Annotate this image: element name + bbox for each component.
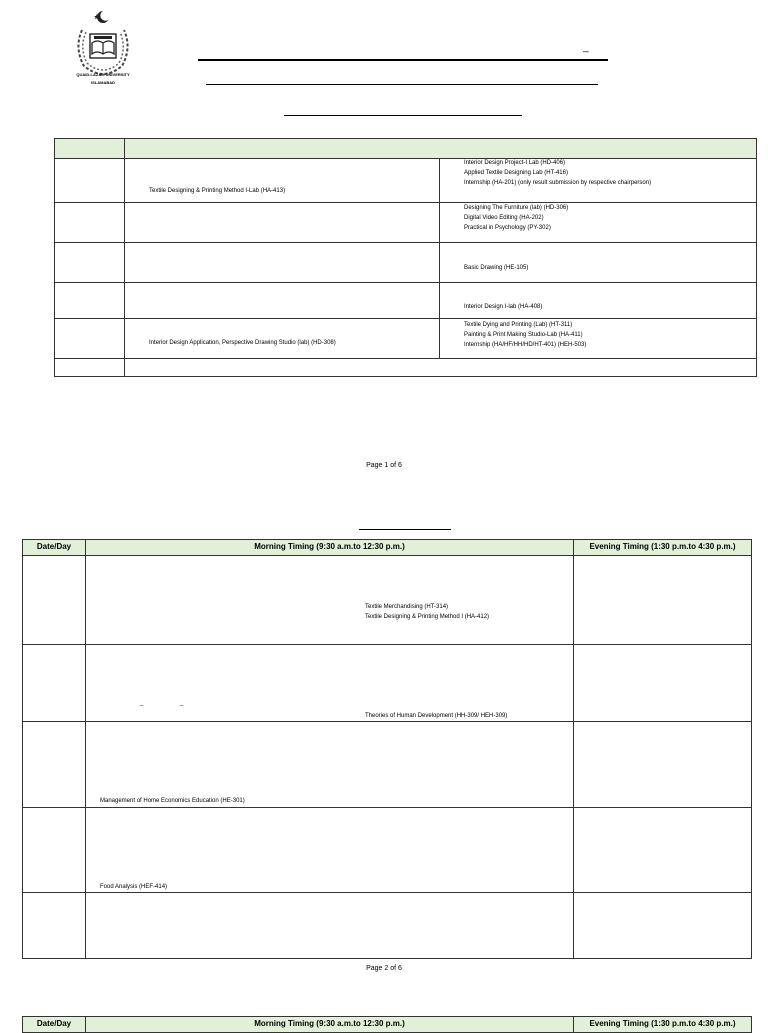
exam-entry: Textile Dying and Printing (Lab) (HT-311) xyxy=(464,322,573,328)
header-cell-timing xyxy=(125,139,757,159)
table-header-row xyxy=(23,540,752,556)
page-number: Page 1 of 6 xyxy=(366,462,402,469)
title-underline-2 xyxy=(206,84,598,85)
title-underline-1 xyxy=(198,59,608,61)
exam-entry: Management of Home Economics Education (HE-301) xyxy=(100,798,245,804)
page-number: Page 2 of 6 xyxy=(366,965,402,972)
schedule-table-page-2 xyxy=(22,539,752,959)
university-crest-icon xyxy=(70,8,136,78)
exam-entry: Digital Video Editing (HA-202) xyxy=(464,215,544,221)
exam-entry: Textile Designing & Printing Method I-Lab (HA-413) xyxy=(149,188,286,194)
table-row xyxy=(55,159,757,203)
header-morning: Morning Timing (9:30 a.m.to 12:30 p.m.) xyxy=(86,540,574,556)
exam-entry: Textile Merchandising (HT-314) xyxy=(365,604,449,610)
title-underline-3 xyxy=(284,115,522,116)
schedule-table-page-1 xyxy=(54,138,757,377)
exam-entry: Interior Design Project-I Lab (HD-406) xyxy=(464,160,566,166)
table-row xyxy=(55,319,757,359)
exam-entry: Interior Design Application, Perspective Drawing Studio (lab) (HD-308) xyxy=(149,340,336,346)
header-morning: Morning Timing (9:30 a.m.to 12:30 p.m.) xyxy=(86,1017,574,1033)
table-row xyxy=(55,283,757,319)
exam-entry: Food Analysis (HEF-414) xyxy=(100,884,168,890)
exam-entry: Interior Design I-lab (HA-408) xyxy=(464,304,543,310)
header-date: Date/Day xyxy=(23,540,86,556)
university-logo xyxy=(70,8,136,90)
table-header-row xyxy=(55,139,757,159)
exam-entry: Internship (HA/HF/HH/HD/HT-401) (HEH-503) xyxy=(464,342,587,348)
exam-entry: Internship (HA-201) (only result submission by respective chairperson) xyxy=(464,180,652,186)
header-evening: Evening Timing (1:30 p.m.to 4:30 p.m.) xyxy=(574,540,752,556)
logo-caption-bottom: ISLAMABAD xyxy=(91,80,115,85)
header-evening: Evening Timing (1:30 p.m.to 4:30 p.m.) xyxy=(574,1017,752,1033)
title-dash: _ xyxy=(583,42,589,53)
logo-caption-top: QUAID-I-AZAM UNIVERSITY xyxy=(76,72,130,77)
table-row xyxy=(23,893,752,959)
exam-entry: Designing The Furniture (lab) (HD-306) xyxy=(464,205,569,211)
exam-entry: Practical in Psychology (PY-302) xyxy=(464,225,551,231)
header-cell-date xyxy=(55,139,125,159)
table-row xyxy=(55,203,757,243)
exam-entry: Painting & Print Making Studio-Lab (HA-411) xyxy=(464,332,583,338)
exam-entry: Textile Designing & Printing Method I (HA-412) xyxy=(365,614,490,620)
exam-entry: Theories of Human Development (HH-309/ HEH-309) xyxy=(365,713,508,719)
dash-mark: _ xyxy=(180,700,184,706)
table-row xyxy=(23,722,752,808)
table-row xyxy=(55,359,757,377)
table-row xyxy=(23,808,752,893)
table-row xyxy=(55,243,757,283)
exam-entry: Basic Drawing (HE-105) xyxy=(464,265,529,271)
table-row xyxy=(23,645,752,722)
exam-entry: Applied Textile Designing Lab (HT-416) xyxy=(464,170,568,176)
schedule-table-page-3 xyxy=(22,1016,752,1033)
header-date: Date/Day xyxy=(23,1017,86,1033)
dash-mark: _ xyxy=(140,700,144,706)
table-row xyxy=(23,556,752,645)
table-header-row xyxy=(23,1017,752,1033)
section-underline xyxy=(359,529,451,530)
